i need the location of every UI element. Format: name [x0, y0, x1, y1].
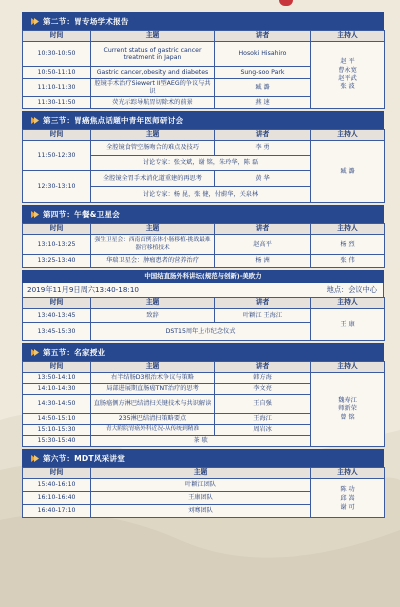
- speaker-cell: 韩方海: [215, 373, 311, 384]
- col-speaker: 讲者: [215, 31, 311, 42]
- time-cell: 15:10-15:30: [23, 425, 91, 436]
- col-time: 时间: [23, 224, 91, 235]
- col-topic: 主题: [91, 298, 215, 309]
- topic-cell: 荧光示踪导航胃切除术的前景: [91, 97, 215, 109]
- discussion-cell: 讨论专家：张文斌，谢 铭，朱玲华，陈 磊: [91, 156, 311, 171]
- host-name: 邱 嵩: [340, 494, 355, 502]
- section-2-header: [22, 12, 384, 30]
- col-time: 时间: [23, 362, 91, 373]
- host-name: 曾 铭: [340, 413, 355, 421]
- time-cell: 11:50-12:30: [23, 141, 91, 171]
- section-6-title: 第六节：MDT风采讲堂: [43, 453, 125, 463]
- col-host: 主持人: [311, 31, 385, 42]
- time-cell: 13:40-13:45: [23, 309, 91, 323]
- session-venue: 地点：会议中心: [326, 285, 377, 294]
- section-2-title: 第二节：胃专场学术报告: [43, 16, 129, 26]
- topic-cell: 腔镜手术治疗Siewert II型AEG的争议与共识: [91, 79, 215, 97]
- table-row: [23, 255, 385, 268]
- host-cell: [311, 479, 385, 518]
- topic-cell: 全腔镜全胃手术消化道重建的再思考: [91, 171, 215, 187]
- col-topic: 主题: [91, 362, 215, 373]
- host-name: 师新荣: [338, 405, 357, 413]
- table-row: [23, 479, 385, 492]
- topic-cell: 青大附院胃癌外科近况-从传统到精准: [91, 425, 215, 436]
- discussion-cell: 讨论专家：杨 昆，张 健，付蔚华，关泉林: [91, 187, 311, 203]
- speaker-cell: Hosoki Hisahiro: [215, 42, 311, 67]
- col-time: 时间: [23, 298, 91, 309]
- col-topic: 主题: [91, 224, 215, 235]
- col-speaker: 讲者: [215, 298, 311, 309]
- topic-cell: 局部进展期直肠癌TNT治疗的思考: [91, 384, 215, 395]
- time-cell: 13:10-13:25: [23, 235, 91, 255]
- topic-cell: 叶颖江团队: [91, 479, 311, 492]
- topic-cell: 刘骞团队: [91, 505, 311, 518]
- speaker-cell: 臧 潞: [215, 79, 311, 97]
- col-time: 时间: [23, 130, 91, 141]
- table-row: [23, 309, 385, 323]
- time-cell: 10:30-10:50: [23, 42, 91, 67]
- col-host: 主持人: [311, 224, 385, 235]
- forum-banner: 中国结直肠外科讲坛(规范与创新)-美欧力: [22, 270, 384, 283]
- session-date: 2019年11月9日周六13:40-18:10: [27, 285, 139, 294]
- speaker-cell: 王自强: [215, 395, 311, 414]
- section-4-title: 第四节：午餐&卫星会: [43, 209, 120, 219]
- time-cell: 11:30-11:50: [23, 97, 91, 109]
- speaker-cell: 周岩冰: [215, 425, 311, 436]
- topic-cell: 华瑞卫星会：肿瘤患者的营养治疗: [91, 255, 215, 268]
- section-4-header: [22, 205, 384, 223]
- section-2-table: [22, 30, 385, 109]
- topic-cell: 全腔镜食管空肠吻合的难点及技巧: [91, 141, 215, 156]
- col-topic: 主题: [91, 31, 215, 42]
- time-cell: 15:40-16:10: [23, 479, 91, 492]
- section-3-title: 第三节：胃癌焦点话题中青年医师研讨会: [43, 115, 184, 125]
- host-cell: 张 伟: [311, 255, 385, 268]
- host-name: 赵 平: [340, 58, 355, 66]
- host-cell: 杨 烈: [311, 235, 385, 255]
- time-cell: 16:40-17:10: [23, 505, 91, 518]
- col-host: 主持人: [311, 298, 385, 309]
- col-speaker: 讲者: [215, 130, 311, 141]
- time-cell: 13:25-13:40: [23, 255, 91, 268]
- time-cell: 12:30-13:10: [23, 171, 91, 203]
- time-cell: 10:50-11:10: [23, 67, 91, 79]
- table-row: [23, 42, 385, 67]
- section-bullet-icon: [30, 210, 40, 219]
- host-cell: 王 康: [311, 309, 385, 341]
- section-3-table: [22, 129, 385, 203]
- topic-cell: DST15周年上市纪念仪式: [91, 323, 311, 341]
- col-time: 时间: [23, 31, 91, 42]
- speaker-cell: 杨 洲: [215, 255, 311, 268]
- time-cell: 14:50-15:10: [23, 414, 91, 425]
- section-5-title: 第五节：名家授业: [43, 347, 106, 357]
- topic-cell: 致辞: [91, 309, 215, 323]
- time-cell: 14:30-14:50: [23, 395, 91, 414]
- speaker-cell: 王海江: [215, 414, 311, 425]
- host-name: 曹永宽: [338, 66, 357, 74]
- section-bullet-icon: [30, 454, 40, 463]
- topic-cell: 茶 歇: [91, 436, 311, 447]
- time-cell: 13:50-14:10: [23, 373, 91, 384]
- speaker-cell: 叶颖江 王海江: [215, 309, 311, 323]
- time-cell: 13:45-15:30: [23, 323, 91, 341]
- section-5-header: [22, 343, 384, 361]
- speaker-cell: Sung-soo Park: [215, 67, 311, 79]
- col-speaker: 讲者: [215, 362, 311, 373]
- opening-table: [22, 297, 385, 341]
- col-host: 主持人: [311, 362, 385, 373]
- topic-cell: 直肠癌侧方淋巴结清扫关键技术与共识解读: [91, 395, 215, 414]
- host-name: 魏寿江: [338, 396, 357, 404]
- speaker-cell: 李文亮: [215, 384, 311, 395]
- schedule-page: [22, 12, 384, 518]
- host-name: 谢 可: [340, 503, 355, 511]
- host-cell: [311, 373, 385, 447]
- topic-cell: 强生卫星会：西南首例亲体小肠移植-挑战最难器官移植技术: [91, 235, 215, 255]
- host-cell: 臧 潞: [311, 141, 385, 203]
- col-topic: 主题: [91, 468, 311, 479]
- section-3-header: [22, 111, 384, 129]
- host-name: 张 波: [340, 83, 355, 91]
- section-5-table: [22, 361, 385, 447]
- host-name: 陈 功: [340, 485, 355, 493]
- time-cell: 15:30-15:40: [23, 436, 91, 447]
- section-bullet-icon: [30, 17, 40, 26]
- time-cell: 16:10-16:40: [23, 492, 91, 505]
- host-name: 赵平武: [338, 75, 357, 82]
- table-row: [23, 141, 385, 156]
- section-bullet-icon: [30, 348, 40, 357]
- col-host: 主持人: [311, 468, 385, 479]
- speaker-cell: 李 勇: [215, 141, 311, 156]
- speaker-cell: 赵高平: [215, 235, 311, 255]
- section-6-table: [22, 467, 385, 518]
- speaker-cell: 燕 速: [215, 97, 311, 109]
- speaker-cell: 黄 华: [215, 171, 311, 187]
- time-cell: 14:10-14:30: [23, 384, 91, 395]
- table-row: [23, 235, 385, 255]
- time-cell: 11:10-11:30: [23, 79, 91, 97]
- topic-cell: 235淋巴结清扫策略要点: [91, 414, 215, 425]
- table-row: [23, 373, 385, 384]
- host-cell: [311, 42, 385, 109]
- date-venue-line: [22, 283, 384, 297]
- topic-cell: Current status of gastric cancer treatment in Japan: [91, 42, 215, 67]
- col-speaker: 讲者: [215, 224, 311, 235]
- topic-cell: 右半结肠D3根治术争议与策略: [91, 373, 215, 384]
- section-4-table: [22, 223, 385, 268]
- topic-cell: 王康团队: [91, 492, 311, 505]
- section-bullet-icon: [30, 116, 40, 125]
- topic-cell: Gastric cancer,obesity and diabetes: [91, 67, 215, 79]
- section-6-header: [22, 449, 384, 467]
- col-host: 主持人: [311, 130, 385, 141]
- col-topic: 主题: [91, 130, 215, 141]
- col-time: 时间: [23, 468, 91, 479]
